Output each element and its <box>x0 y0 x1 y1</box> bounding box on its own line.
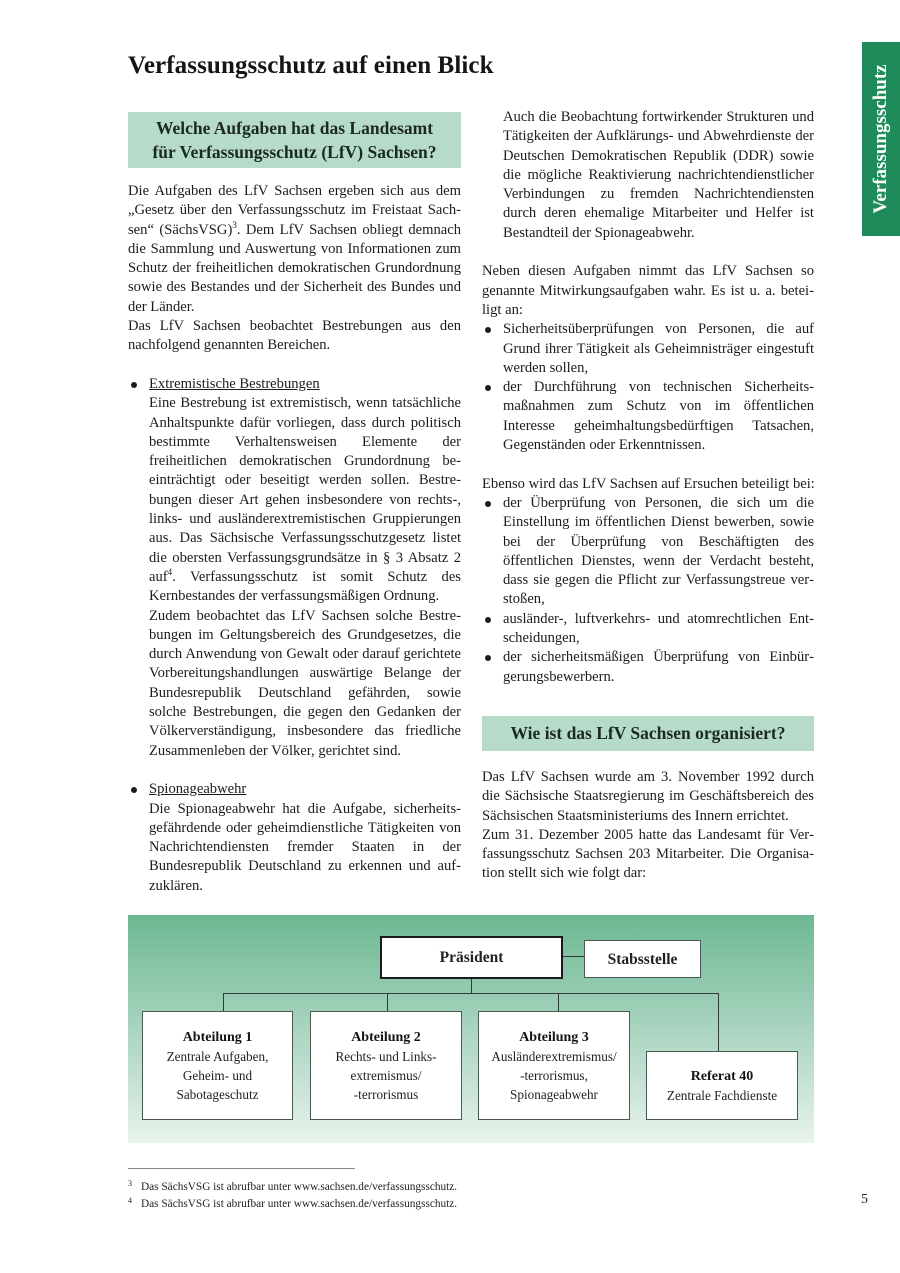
footnote-4: 4 Das SächsVSG ist abrufbar unter www.sachsen.de/verfassungsschutz. <box>128 1196 458 1210</box>
org-chart <box>128 915 814 1143</box>
left-column <box>128 182 461 896</box>
org-box-abteilung-2: Abteilung 2 Rechts- und Links- extremismus/ -terrorismus <box>310 1011 462 1120</box>
connector-president-down <box>471 978 472 993</box>
counterespionage-continuation: Auch die Beobachtung fortwirkender Strukturen und Tätigkeiten der Aufklärungs- und Abwehrdienste der Deutschen Demokratischen Republik (DDR) sowie die mögliche Reaktivierung nachrichtendienstlicher Verbindungen zu fremden Nachrichtendiensten durch deren ehemalige Mitarbeiter und Helfer ist Bestandteil der Spionageabwehr. <box>503 109 814 241</box>
intro-paragraph-2: Das LfV Sachsen beobachtet Bestrebungen aus den nachfolgend genannten Bereichen. <box>128 318 461 354</box>
heading-line-2: für Verfassungsschutz (LfV) Sachsen? <box>152 142 437 162</box>
org-box-staff: Stabsstelle <box>584 940 701 978</box>
extremism-paragraph-2: Zudem beobachtet das LfV Sachsen solche Bestrebungen im Geltungsbereich des Grundgesetzes, die durch Anwendung von Gewalt oder darauf gerichtete Vorbereitungshandlungen auswärtige Belange der Bundesrepublik Deutschland gefährden, sowie solche Bestrebungen, die gegen den Gedanken der Völkerverständigung, insbesondere das friedliche Zusammenleben der Völker, gerichtet sind. <box>149 607 461 759</box>
footnote-divider <box>128 1168 355 1169</box>
right-column <box>482 108 814 687</box>
list-item: ausländer-, luftverkehrs- und atomrechtlichen Entscheidungen, <box>482 610 814 649</box>
connector-abt1 <box>223 993 224 1011</box>
section-heading-organization: Wie ist das LfV Sachsen organisiert? <box>482 716 814 751</box>
org-box-abteilung-1: Abteilung 1 Zentrale Aufgaben, Geheim- und Sabotageschutz <box>142 1011 293 1120</box>
footnote-ref-4[interactable]: 4 <box>167 566 173 577</box>
footnote-ref-3[interactable]: 3 <box>232 219 237 230</box>
connector-abt3 <box>558 993 559 1011</box>
list-item: Sicherheitsüberprüfungen von Personen, die auf Grund ihrer Tätigkeit als Geheimnisträger eingestuft werden sollen, <box>482 320 814 378</box>
connector-president-staff <box>562 956 584 957</box>
section-heading-tasks <box>128 112 461 168</box>
request-intro: Ebenso wird das LfV Sachsen auf Ersuchen beteiligt bei: <box>482 475 815 492</box>
list-item: der Durchführung von technischen Sicherheitsmaßnahmen zum Schutz von im öffentlichen Interesse geheimhaltungsbedürftigen Tatsachen, Gegenständen oder Erkenntnissen. <box>482 378 814 455</box>
side-tab-label: Verfassungsschutz <box>870 64 891 214</box>
connector-abt2 <box>387 993 388 1011</box>
participation-intro: Neben diesen Aufgaben nimmt das LfV Sachsen so genannte Mitwirkungsaufgaben wahr. Es ist u. a. beteiligt an: <box>482 263 814 318</box>
staff-paragraph: Zum 31. Dezember 2005 hatte das Landesamt für Verfassungsschutz Sachsen 203 Mitarbeiter. Die Organisation stellt sich wie folgt dar: <box>482 826 814 882</box>
intro-paragraph: Die Aufgaben des LfV Sachsen ergeben sich aus dem „Gesetz über den Verfassungsschutz im Freistaat Sachsen“ (SächsVSG)$^3$. Dem LfV Sachsen obliegt demnach die Sammlung und Auswertung von Informationen zum Schutz der freiheitlichen demokratischen Grundordnung sowie des Bestandes und der Sicherheit des Bundes und der Länder. <box>128 183 461 315</box>
list-item-counterespionage: Spionageabwehr Die Spionageabwehr hat die Aufgabe, sicherheitsgefährdende oder geheimdienstliche Tätigkeiten von Nachrichtendiensten fremder Staaten in der Bundesrepublik Deutschland zu erkennen und aufzuklären. <box>128 780 461 896</box>
list-item-extremism: Extremistische Bestrebungen Eine Bestrebung ist extremistisch, wenn tatsächliche Anhaltspunkte dafür vorliegen, dass durch politisch bestimmte Verhaltensweisen Elemente der freiheitlichen demokratischen Grundordnung beeinträchtigt oder beseitigt werden sollen. Bestrebungen dieser Art gehen insbesondere von rechts-, links- und ausländerextremistischen Gruppierungen aus. Das Sächsische Verfassungsschutzgesetz listet die obersten Verfassungsgrundsätze in § 3 Absatz 2 auf$^4$. Verfassungsschutz ist somit Schutz des Kernbestandes der verfassungsmäßigen Ordnung. Zudem beobachtet das LfV Sachsen solche Bestrebungen im Geltungsbereich des Grundgesetzes, die durch Anwendung von Gewalt oder darauf gerichtete Vorbereitungshandlungen auswärtige Belange der Bundesrepublik Deutschland gefährden, sowie solche Bestrebungen, die gegen den Gedanken der Völkerverständigung, insbesondere das friedliche Zusammenleben der Völker, gerichtet sind. <box>128 375 461 780</box>
connector-referat <box>718 993 719 1051</box>
bullet-title-extremism: Extremistische Bestrebungen <box>149 375 320 392</box>
request-list <box>482 494 814 687</box>
section-side-tab <box>862 42 900 236</box>
list-item: der Überprüfung von Personen, die sich um die Einstellung im öffentlichen Dienst bewerben, sowie bei der Überprüfung von Beschäftigten des öffentlichen Dienstes, wenn der Verdacht besteht, dass sie gegen die Pflicht zur Verfassungstreue verstoßen, <box>482 494 814 610</box>
page-number: 5 <box>861 1192 868 1207</box>
list-item: der sicherheitsmäßigen Überprüfung von Einbürgerungsbewerbern. <box>482 648 814 687</box>
participation-list <box>482 320 814 455</box>
footnote-3: 3 Das SächsVSG ist abrufbar unter www.sachsen.de/verfassungsschutz. <box>128 1179 458 1193</box>
founding-paragraph: Das LfV Sachsen wurde am 3. November 1992 durch die Sächsische Staatsregierung im Geschäftsbereich des Sächsischen Staatsministeriums des Innern errichtet. <box>482 769 814 824</box>
org-box-referat-40: Referat 40 Zentrale Fachdienste <box>646 1051 798 1120</box>
org-box-abteilung-3: Abteilung 3 Ausländerextremismus/ -terrorismus, Spionageabwehr <box>478 1011 630 1120</box>
organization-text <box>482 768 814 884</box>
org-box-president: Präsident <box>380 936 563 979</box>
observation-areas-list <box>128 375 461 896</box>
connector-horizontal <box>223 993 719 994</box>
page-title: Verfassungsschutz auf einen Blick <box>128 52 494 79</box>
bullet-title-counterespionage: Spionageabwehr <box>149 781 247 798</box>
heading-line-1: Welche Aufgaben hat das Landesamt <box>155 118 434 138</box>
